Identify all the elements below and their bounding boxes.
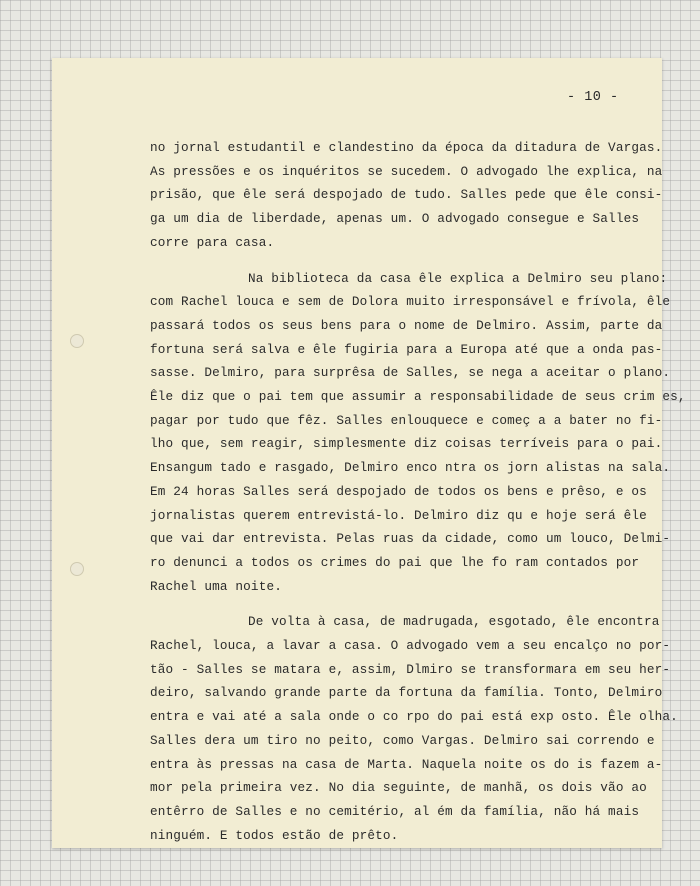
text-line: no jornal estudantil e clandestino da época da ditadura de Vargas. (150, 140, 663, 155)
text-line: pagar por tudo que fêz. Salles enlouquece e começ a a bater no fi- (150, 412, 663, 428)
page-number: - 10 - (567, 90, 619, 105)
text-line: sasse. Delmiro, para surprêsa de Salles, se nega a aceitar o plano. (150, 365, 671, 381)
text-line: que vai dar entrevista. Pelas ruas da cidade, como um louco, Delmi- (150, 531, 671, 547)
text-line: Salles dera um tiro no peito, como Vargas. Delmiro sai correndo e (150, 732, 655, 748)
typewritten-page (52, 58, 686, 848)
text-line: entra e vai até a sala onde o co rpo do pai está exp osto. Êle olha. (150, 709, 678, 725)
text-line: jornalistas querem entrevistá-lo. Delmiro diz qu e hoje será êle (150, 507, 647, 523)
text-line: De volta à casa, de madrugada, esgotado, êle encontra (248, 614, 660, 630)
text-line: ga um dia de liberdade, apenas um. O advogado consegue e Salles (150, 211, 640, 227)
text-line: prisão, que êle será despojado de tudo. Salles pede que êle consi- (150, 187, 663, 203)
paragraph-3 (150, 610, 678, 847)
text-line: entêrro de Salles e no cemitério, al ém da família, não há mais (150, 803, 640, 819)
text-line: tão - Salles se matara e, assim, Dlmiro se transformara em seu her- (150, 661, 671, 677)
text-line: Na biblioteca da casa êle explica a Delmiro seu plano: (248, 270, 668, 286)
text-line: Rachel uma noite. (150, 578, 282, 594)
text-line: Em 24 horas Salles será despojado de todos os bens e prêso, e os (150, 483, 647, 499)
text-line: mor pela primeira vez. No dia seguinte, de manhã, os dois vão ao (150, 780, 647, 796)
text-line: entra às pressas na casa de Marta. Naquela noite os do is fazem a- (150, 756, 663, 772)
punch-hole (70, 334, 84, 348)
text-line: corre para casa. (150, 234, 275, 250)
paragraph-2 (150, 267, 686, 599)
text-line: com Rachel louca e sem de Dolora muito irresponsável e frívola, êle (150, 294, 671, 310)
text-line: As pressões e os inquéritos se sucedem. O advogado lhe explica, na (150, 163, 663, 179)
text-line: Ensangum tado e rasgado, Delmiro enco ntra os jorn alistas na sala. (150, 460, 671, 476)
text-line: Êle diz que o pai tem que assumir a responsabilidade de seus crim es, (150, 389, 686, 405)
text-line: passará todos os seus bens para o nome de Delmiro. Assim, parte da (150, 317, 663, 333)
punch-hole (70, 562, 84, 576)
text-line: deiro, salvando grande parte da fortuna da família. Tonto, Delmiro (150, 685, 663, 701)
text-line: Rachel, louca, a lavar a casa. O advogado vem a seu encalço no por- (150, 638, 671, 654)
body-text (150, 136, 686, 847)
text-line: lho que, sem reagir, simplesmente diz coisas terríveis para o pai. (150, 436, 663, 452)
text-line: fortuna será salva e êle fugiria para a Europa até que a onda pas- (150, 341, 663, 357)
text-line: ninguém. E todos estão de prêto. (150, 827, 399, 843)
text-line: ro denunci a todos os crimes do pai que lhe fo ram contados por (150, 554, 640, 570)
paragraph-1 (150, 136, 663, 255)
